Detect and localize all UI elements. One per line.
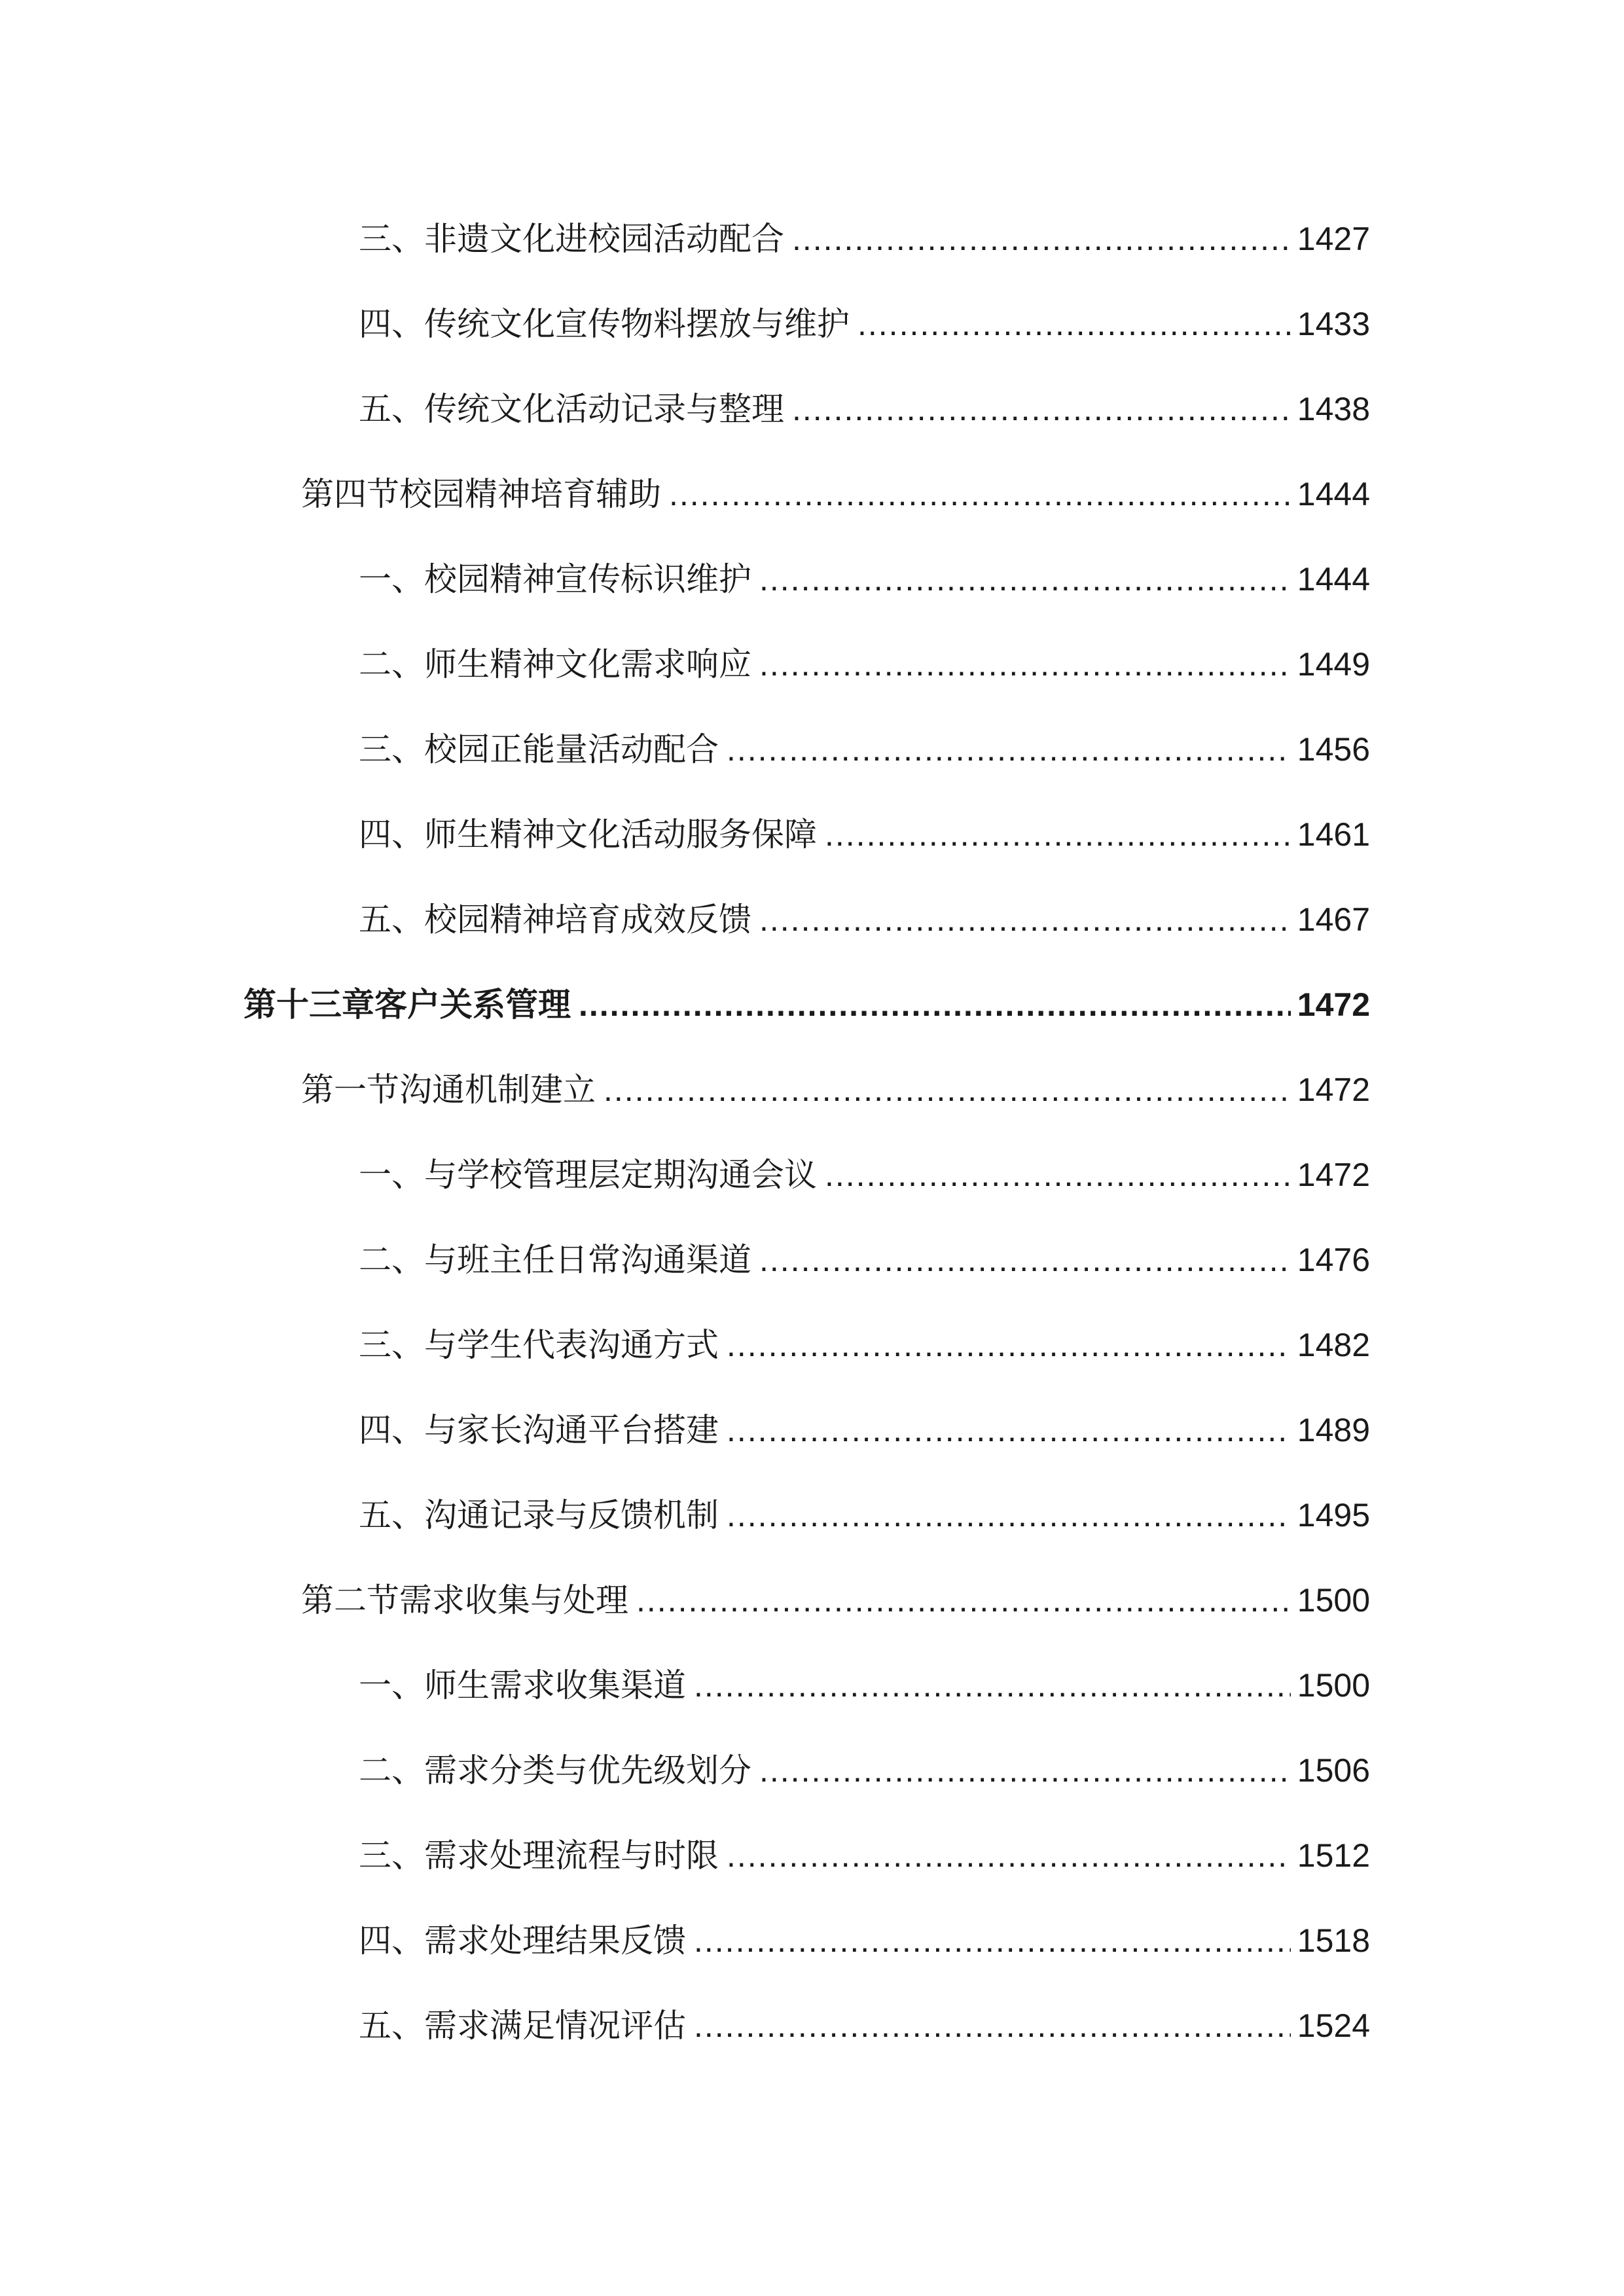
toc-entry-title: 二、与班主任日常沟通渠道 [359,1241,751,1279]
toc-dot-leader [792,213,1291,265]
toc-page-number: 1482 [1297,1327,1370,1363]
toc-dot-leader [727,1489,1291,1541]
toc-entry-item[interactable] [359,1404,1370,1456]
toc-entry-item[interactable] [359,1149,1370,1201]
toc-page-number: 1512 [1297,1837,1370,1874]
toc-page-number: 1489 [1297,1412,1370,1448]
toc-page-number: 1495 [1297,1497,1370,1534]
toc-dot-leader [759,893,1291,946]
toc-page-number: 1472 [1297,1071,1370,1108]
toc-dot-leader [604,1064,1291,1116]
toc-page-number: 1427 [1297,221,1370,257]
toc-page-number: 1461 [1297,816,1370,853]
toc-page-number: 1456 [1297,731,1370,768]
toc-entry-item[interactable] [359,808,1370,861]
toc-entry-section[interactable] [301,1064,1370,1116]
toc-entry-item[interactable] [359,1319,1370,1371]
toc-dot-leader [669,468,1291,520]
toc-entry-item[interactable] [359,383,1370,435]
toc-dot-leader [759,1234,1291,1286]
toc-dot-leader [727,1319,1291,1371]
toc-entry-title: 第二节需求收集与处理 [301,1581,628,1619]
toc-dot-leader [792,383,1291,435]
toc-entry-title: 五、传统文化活动记录与整理 [359,390,784,428]
toc-entry-item[interactable] [359,298,1370,350]
toc-dot-leader [579,978,1291,1031]
toc-entry-title: 四、需求处理结果反馈 [359,1922,686,1960]
toc-entry-title: 四、传统文化宣传物料摆放与维护 [359,305,850,343]
toc-entry-title: 五、校园精神培育成效反馈 [359,901,751,939]
toc-page-number: 1433 [1297,306,1370,342]
toc-dot-leader [694,1914,1291,1967]
toc-entry-item[interactable] [359,1234,1370,1286]
toc-entry-item[interactable] [359,1829,1370,1882]
toc-page-number: 1500 [1297,1667,1370,1704]
toc-dot-leader [857,298,1291,350]
toc-entry-title: 三、校园正能量活动配合 [359,730,719,768]
toc-page-number: 1506 [1297,1752,1370,1789]
toc-entry-title: 第四节校园精神培育辅助 [301,475,661,513]
toc-entry-title: 二、师生精神文化需求响应 [359,645,751,683]
toc-page-number: 1444 [1297,561,1370,598]
toc-entry-title: 第一节沟通机制建立 [301,1071,596,1109]
toc-entry-title: 四、与家长沟通平台搭建 [359,1411,719,1449]
toc-dot-leader [759,1744,1291,1797]
toc-page-number: 1467 [1297,901,1370,938]
toc-page-number: 1472 [1297,986,1370,1023]
toc-entry-section[interactable] [301,468,1370,520]
toc-page-number: 1449 [1297,646,1370,683]
toc-entry-item[interactable] [359,1659,1370,1712]
toc-entry-title: 二、需求分类与优先级划分 [359,1751,751,1789]
toc-entry-title: 一、与学校管理层定期沟通会议 [359,1156,817,1194]
toc-entry-title: 一、师生需求收集渠道 [359,1666,686,1704]
toc-entry-item[interactable] [359,1744,1370,1797]
toc-entry-title: 三、与学生代表沟通方式 [359,1326,719,1364]
toc-entry-item[interactable] [359,1489,1370,1541]
toc-entry-item[interactable] [359,213,1370,265]
toc-page-number: 1438 [1297,391,1370,427]
toc-dot-leader [759,553,1291,605]
toc-entry-section[interactable] [301,1574,1370,1626]
toc-dot-leader [727,1829,1291,1882]
toc-page-number: 1444 [1297,476,1370,512]
toc-dot-leader [825,1149,1291,1201]
toc-entry-item[interactable] [359,638,1370,691]
toc-entry-item[interactable] [359,1914,1370,1967]
toc-page-number: 1500 [1297,1582,1370,1619]
toc-dot-leader [727,723,1291,776]
toc-page-number: 1518 [1297,1922,1370,1959]
toc-entry-item[interactable] [359,2000,1370,2052]
toc-entry-title: 一、校园精神宣传标识维护 [359,560,751,598]
toc-entry-title: 五、沟通记录与反馈机制 [359,1496,719,1534]
toc-entry-title: 三、需求处理流程与时限 [359,1837,719,1874]
toc-entry-title: 五、需求满足情况评估 [359,2007,686,2045]
toc-page-number: 1472 [1297,1157,1370,1193]
toc-page-number: 1524 [1297,2007,1370,2044]
toc-dot-leader [694,1659,1291,1712]
toc-entry-title: 第十三章客户关系管理 [244,986,571,1024]
toc-entry-item[interactable] [359,553,1370,605]
toc-page-number: 1476 [1297,1242,1370,1278]
toc-entry-item[interactable] [359,723,1370,776]
toc-entry-item[interactable] [359,893,1370,946]
toc-entry-chapter[interactable] [244,978,1370,1031]
toc-entry-title: 三、非遗文化进校园活动配合 [359,220,784,258]
toc-dot-leader [636,1574,1291,1626]
toc-dot-leader [825,808,1291,861]
toc-dot-leader [727,1404,1291,1456]
toc-entry-title: 四、师生精神文化活动服务保障 [359,816,817,853]
toc-dot-leader [759,638,1291,691]
toc-dot-leader [694,2000,1291,2052]
